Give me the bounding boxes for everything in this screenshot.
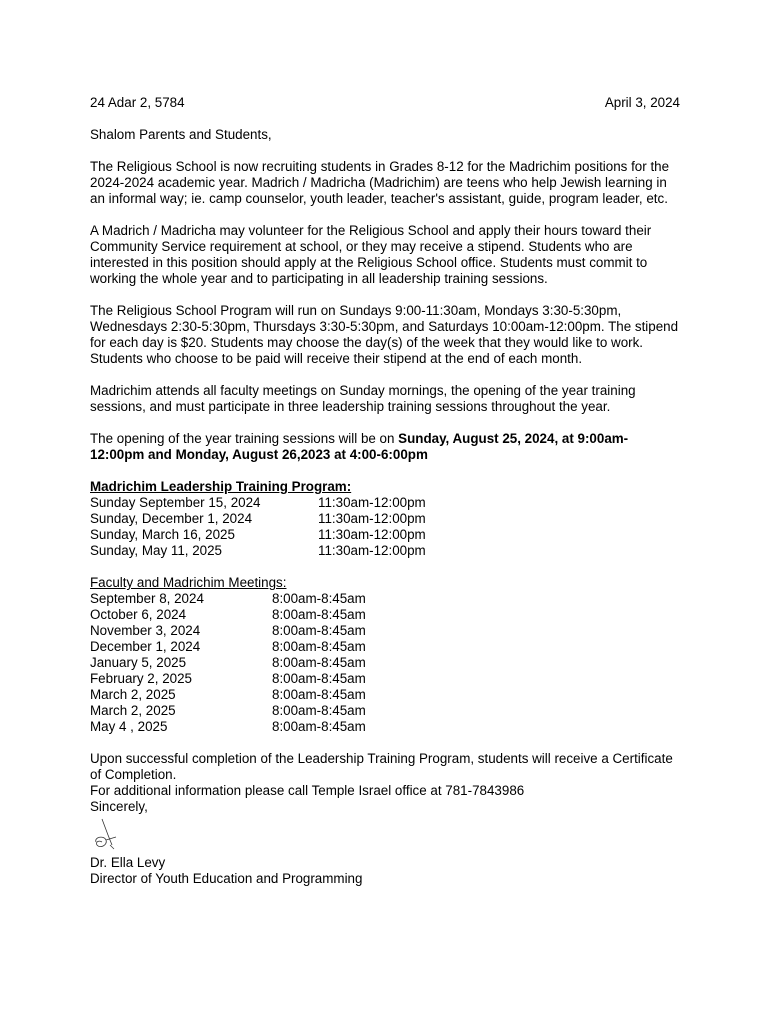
schedule-date: Sunday September 15, 2024 <box>90 495 261 510</box>
signer-name: Dr. Ella Levy <box>90 855 166 870</box>
schedule-time: 8:00am-8:45am <box>272 623 366 638</box>
sincerely-text: Sincerely, <box>90 799 148 814</box>
contact-text: For additional information please call Temple Israel office at 781-7843986 <box>90 783 525 798</box>
schedule-time: 8:00am-8:45am <box>272 655 366 670</box>
schedule-date: October 6, 2024 <box>90 607 187 622</box>
schedule-date: February 2, 2025 <box>90 671 192 686</box>
schedule-time: 8:00am-8:45am <box>272 687 366 702</box>
paragraph-program-schedule: The Religious School Program will run on Sundays 9:00-11:30am, Mondays 3:30-5:30pm, Wednesdays 2:30-5:30pm, Thursdays 3:30-5:30pm, and Saturdays 10:00am-12:00pm. The stipend for each day is $20. Students may choose the day(s) of the week that they would like to work. Students who choose to be paid will receive their stipend at the end of each month. <box>90 303 679 366</box>
schedule-date: November 3, 2024 <box>90 623 201 638</box>
schedule-date: Sunday, March 16, 2025 <box>90 527 235 542</box>
greeting: Shalom Parents and Students, <box>90 127 272 142</box>
faculty-heading: Faculty and Madrichim Meetings: <box>90 575 287 590</box>
paragraph-volunteer: A Madrich / Madricha may volunteer for the Religious School and apply their hours toward their Community Service requirement at school, or they may receive a stipend. Students who are interested in this position should apply at the Religious School office. Students must commit to working the whole year and to participating in all leadership training sessions. <box>90 223 652 286</box>
leadership-rows <box>90 495 680 559</box>
schedule-time: 11:30am-12:00pm <box>318 511 426 526</box>
opening-sessions-dates: Sunday, August 25, 2024, at 9:00am-12:00pm and Monday, August 26,2023 at 4:00-6:00pm <box>90 431 629 462</box>
schedule-time: 8:00am-8:45am <box>272 607 366 622</box>
schedule-row <box>90 719 680 735</box>
schedule-row <box>90 607 680 623</box>
schedule-row <box>90 687 680 703</box>
schedule-date: September 8, 2024 <box>90 591 204 606</box>
schedule-time: 8:00am-8:45am <box>272 703 366 718</box>
schedule-time: 8:00am-8:45am <box>272 639 366 654</box>
schedule-row <box>90 655 680 671</box>
schedule-time: 11:30am-12:00pm <box>318 495 426 510</box>
schedule-time: 8:00am-8:45am <box>272 719 366 734</box>
letter-page <box>90 95 680 887</box>
opening-sessions-intro: The opening of the year training sessions will be on <box>90 431 399 446</box>
handwritten-signature-icon <box>90 815 150 855</box>
schedule-row <box>90 671 680 687</box>
schedule-row <box>90 495 680 511</box>
signature-image <box>90 815 680 855</box>
schedule-time: 8:00am-8:45am <box>272 671 366 686</box>
schedule-time: 11:30am-12:00pm <box>318 543 426 558</box>
paragraph-recruiting: The Religious School is now recruiting students in Grades 8-12 for the Madrichim positions for the 2024-2024 academic year. Madrich / Madricha (Madrichim) are teens who help Jewish learning in an informal way; ie. camp counselor, youth leader, teacher's assistant, guide, program leader, etc. <box>90 159 670 206</box>
faculty-schedule <box>90 575 680 735</box>
schedule-date: Sunday, December 1, 2024 <box>90 511 253 526</box>
paragraph-faculty-meetings: Madrichim attends all faculty meetings on Sunday mornings, the opening of the year training sessions, and must participate in three leadership training sessions throughout the year. <box>90 383 636 414</box>
schedule-date: December 1, 2024 <box>90 639 201 654</box>
leadership-schedule <box>90 479 680 559</box>
schedule-date: March 2, 2025 <box>90 687 176 702</box>
faculty-rows <box>90 591 680 735</box>
schedule-row <box>90 591 680 607</box>
schedule-date: Sunday, May 11, 2025 <box>90 543 223 558</box>
schedule-date: March 2, 2025 <box>90 703 176 718</box>
schedule-row <box>90 543 680 559</box>
schedule-date: May 4 , 2025 <box>90 719 168 734</box>
schedule-date: January 5, 2025 <box>90 655 187 670</box>
signer-title: Director of Youth Education and Programming <box>90 871 363 886</box>
letter-date: April 3, 2024 <box>604 95 680 110</box>
schedule-time: 11:30am-12:00pm <box>318 527 426 542</box>
schedule-row <box>90 639 680 655</box>
leadership-heading: Madrichim Leadership Training Program: <box>90 479 352 494</box>
schedule-row <box>90 623 680 639</box>
completion-text: Upon successful completion of the Leadership Training Program, students will receive a Certificate of Completion. <box>90 751 673 782</box>
schedule-time: 8:00am-8:45am <box>272 591 366 606</box>
schedule-row <box>90 703 680 719</box>
schedule-row <box>90 527 680 543</box>
schedule-row <box>90 511 680 527</box>
hebrew-date: 24 Adar 2, 5784 <box>90 95 185 110</box>
paragraph-opening-sessions <box>90 431 680 463</box>
letter-header <box>90 95 680 111</box>
